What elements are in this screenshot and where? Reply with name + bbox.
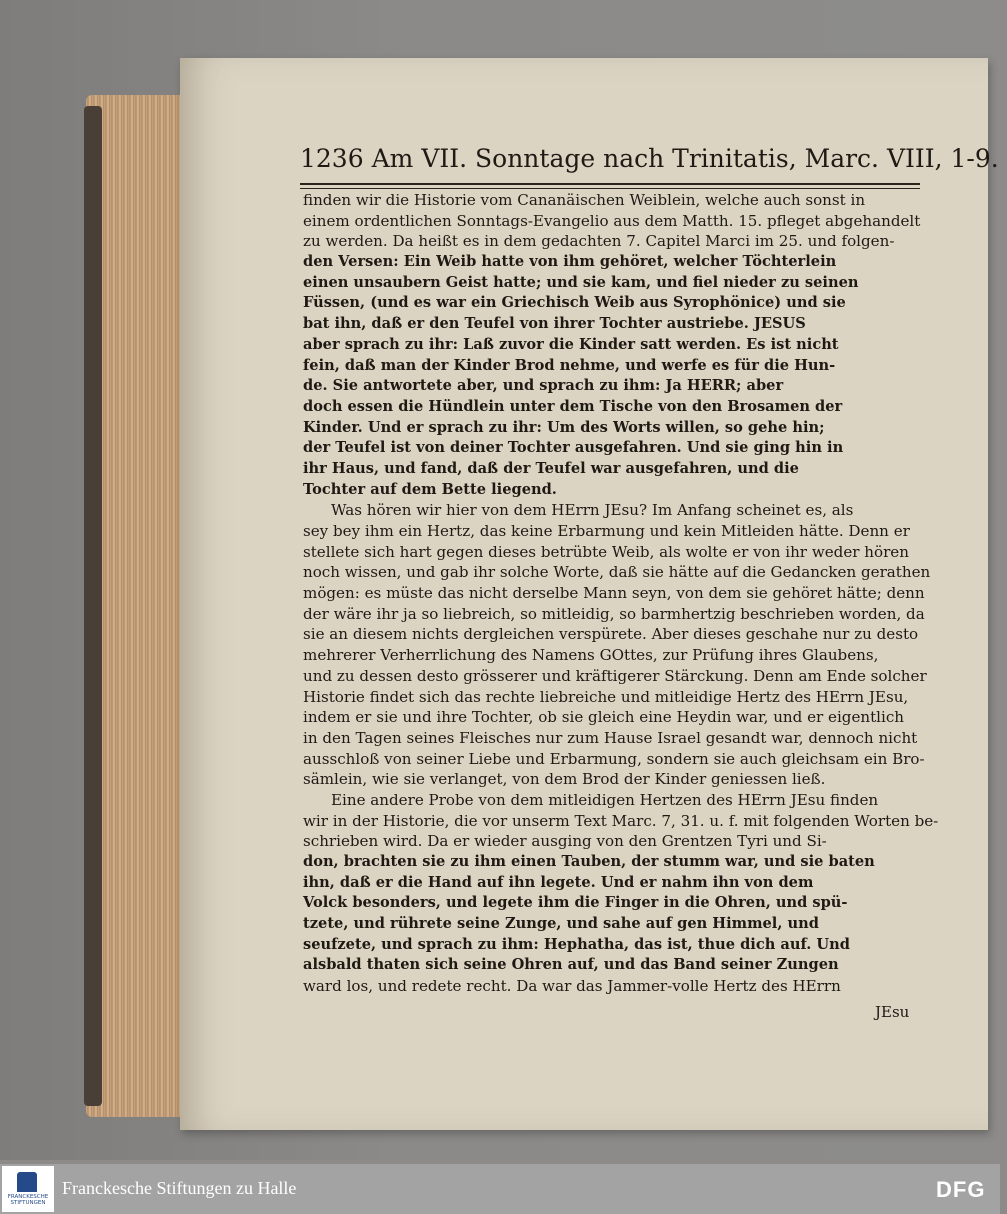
header-rule [300, 183, 920, 189]
text-line: sämlein, wie sie verlanget, von dem Brod der Kinder geniessen ließ. [303, 770, 826, 789]
text-line: schrieben wird. Da er wieder ausging von den Grentzen Tyri und Si- [303, 832, 827, 851]
text-line: ihr Haus, und fand, daß der Teufel war ausgefahren, und die [303, 459, 799, 477]
text-line: einem ordentlichen Sonntags-Evangelio aus dem Matth. 15. pfleget abgehandelt [303, 211, 921, 230]
text-line: der wäre ihr ja so liebreich, so mitleidig, so barmhertzig beschrieben worden, da [303, 604, 925, 623]
text-line: mögen: es müste das nicht derselbe Mann seyn, von dem sie gehöret hätte; denn [303, 584, 925, 603]
text-line: zu werden. Da heißt es in dem gedachten 7. Capitel Marci im 25. und folgen- [303, 232, 895, 251]
text-line: bat ihn, daß er den Teufel von ihrer Tochter austriebe. JESUS [303, 315, 806, 333]
text-line: aber sprach zu ihr: Laß zuvor die Kinder satt werden. Es ist nicht [303, 335, 839, 353]
text-line: Tochter auf dem Bette liegend. [303, 480, 557, 498]
text-line: Historie findet sich das rechte liebreiche und mitleidige Hertz des HErrn JEsu, [303, 687, 909, 706]
text-line: den Versen: Ein Weib hatte von ihm gehöret, welcher Töchterlein [303, 253, 837, 271]
text-line: noch wissen, und gab ihr solche Worte, daß sie hätte auf die Gedancken gerathen [303, 563, 931, 582]
institution-name[interactable]: Franckesche Stiftungen zu Halle [62, 1178, 297, 1198]
text-line: alsbald thaten sich seine Ohren auf, und das Band seiner Zungen [303, 956, 839, 974]
text-line: mehrerer Verherrlichung des Namens GOttes, zur Prüfung ihres Glaubens, [303, 646, 879, 665]
text-line: don, brachten sie zu ihm einen Tauben, der stumm war, und sie baten [303, 853, 875, 870]
page-number: 1236 [300, 144, 364, 173]
text-line: stellete sich hart gegen dieses betrübte Weib, als wolte er von ihr weder hören [303, 542, 909, 561]
text-line: Was hören wir hier von dem HErrn JEsu? Im Anfang scheinet es, als [331, 501, 854, 520]
text-line: in den Tagen seines Fleisches nur zum Hause Israel gesandt war, dennoch nicht [303, 728, 918, 747]
building-icon [17, 1172, 37, 1192]
text-line: seufzete, und sprach zu ihm: Hephatha, das ist, thue dich auf. Und [303, 935, 850, 953]
text-line: einen unsaubern Geist hatte; und sie kam, und fiel nieder zu seinen [303, 273, 859, 291]
text-line: indem er sie und ihre Tochter, ob sie gleich eine Heydin war, und er eigentlich [303, 708, 905, 727]
page-header [300, 144, 999, 184]
text-line: ward los, und redete recht. Da war das Jammer-volle Hertz des HErrn [303, 977, 841, 996]
text-line: der Teufel ist von deiner Tochter ausgefahren. Und sie ging hin in [303, 439, 844, 457]
text-line: Eine andere Probe von dem mitleidigen Hertzen des HErrn JEsu finden [331, 790, 879, 809]
text-line: ihn, daß er die Hand auf ihn legete. Und er nahm ihn von dem [303, 873, 814, 891]
text-line: fein, daß man der Kinder Brod nehme, und werfe es für die Hun- [303, 356, 836, 374]
dfg-logo[interactable]: DFG [936, 1177, 986, 1202]
text-line: finden wir die Historie vom Cananäischen Weiblein, welche auch sonst in [303, 191, 866, 209]
page-body-text [303, 190, 939, 997]
text-line: Kinder. Und er sprach zu ihr: Um des Worts willen, so gehe hin; [303, 418, 825, 436]
logo-text: FRANCKESCHE STIFTUNGEN [7, 1194, 49, 1206]
text-line: Füssen, (und es war ein Griechisch Weib aus Syrophönice) und sie [303, 294, 846, 312]
text-line: ausschloß von seiner Liebe und Erbarmung, sondern sie auch gleichsam ein Bro- [303, 749, 925, 768]
text-line: doch essen die Hündlein unter dem Tische von den Brosamen der [303, 397, 843, 415]
text-line: sie an diesem nichts dergleichen verspürete. Aber dieses geschahe nur zu desto [303, 625, 919, 644]
book-cover-edge [84, 106, 102, 1106]
text-line: de. Sie antwortete aber, und sprach zu ihm: Ja HERR; aber [303, 377, 784, 395]
text-line: wir in der Historie, die vor unserm Text Marc. 7, 31. u. f. mit folgenden Worten be- [303, 811, 939, 830]
text-line: sey bey ihm ein Hertz, das keine Erbarmung und kein Mitleiden hätte. Denn er [303, 522, 910, 540]
text-line: tzete, und rührete seine Zunge, und sahe auf gen Himmel, und [303, 915, 819, 933]
text-line: und zu dessen desto grösserer und kräftigerer Stärckung. Denn am Ende solcher [303, 666, 927, 685]
page-title: Am VII. Sonntage nach Trinitatis, Marc. VIII, 1-9. [371, 144, 999, 173]
text-line: Volck besonders, und legete ihm die Finger in die Ohren, und spü- [303, 894, 848, 912]
catchword: JEsu [875, 1003, 910, 1021]
